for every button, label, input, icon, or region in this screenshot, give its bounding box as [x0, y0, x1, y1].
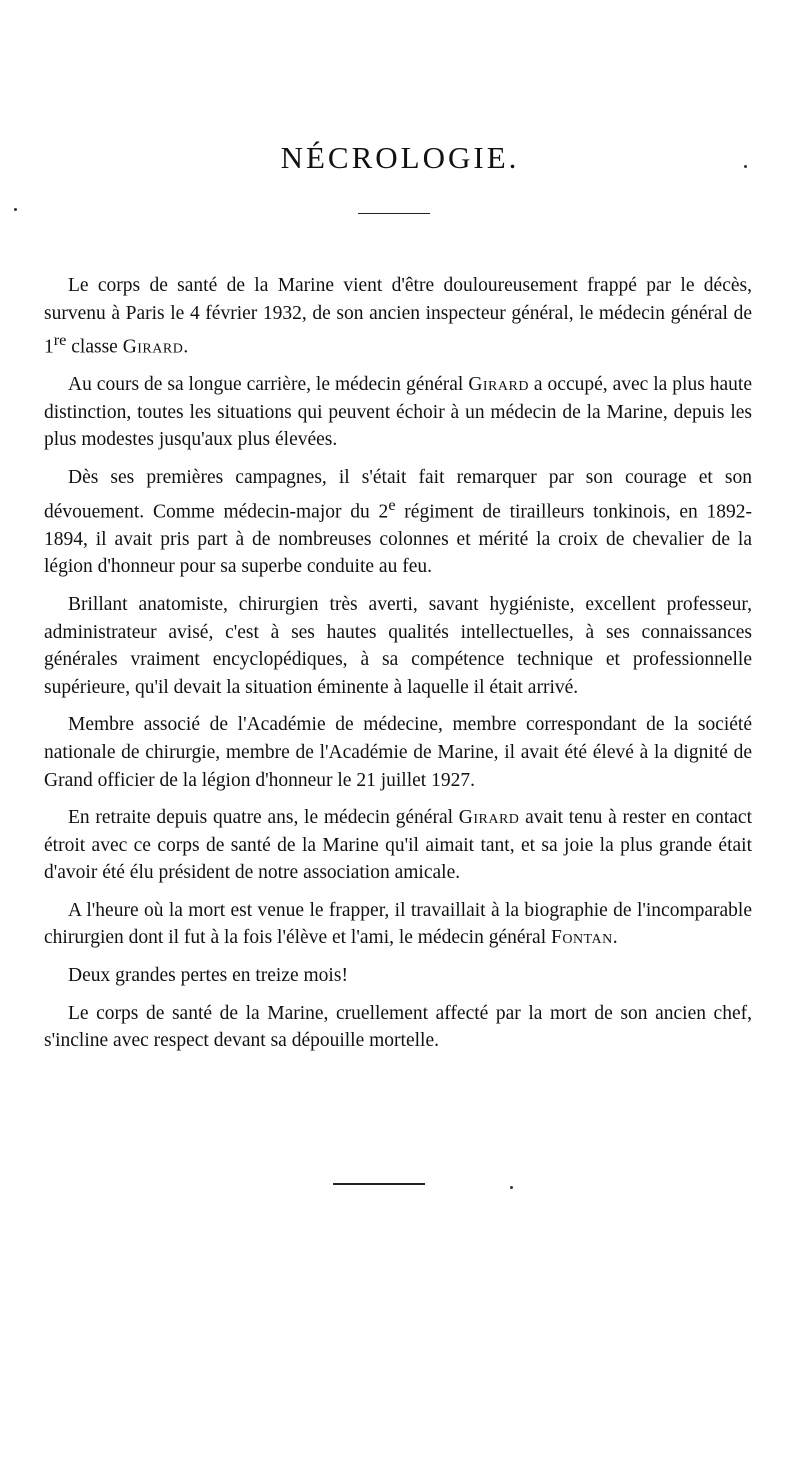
- paragraph-8: Deux grandes pertes en treize mois!: [68, 965, 348, 987]
- scan-speck: [744, 165, 747, 168]
- scan-speck: [510, 1186, 513, 1189]
- paragraph-1: Le corps de santé de la Marine vient d'être douloureusement frappé par le décès, survenu à Paris le 4 février 1932, de son ancien inspecteur général, le médecin général de 1re classe Girard.: [44, 275, 752, 358]
- paragraph-2: Au cours de sa longue carrière, le médecin général Girard a occupé, avec la plus haute distinction, toutes les situations qui peuvent échoir à un médecin de la Marine, depuis les plus modestes jusqu'aux plus élevées.: [44, 374, 752, 451]
- person-name: Girard: [458, 807, 520, 829]
- article-body: [44, 272, 752, 1065]
- title-divider: [358, 213, 430, 214]
- paragraph-3: Dès ses premières campagnes, il s'était fait remarquer par son courage et son dévouement. Comme médecin-major du 2e régiment de tirailleurs tonkinois, en 1892-1894, il avait pris part à de nombreuses colonnes et mérité la croix de chevalier de la légion d'honneur pour sa superbe conduite au feu.: [44, 467, 752, 578]
- person-name: Fontan: [550, 927, 613, 949]
- paragraph-5: Membre associé de l'Académie de médecine, membre correspondant de la société nationale de chirurgie, membre de l'Académie de Marine, il avait été élevé à la dignité de Grand officier de la légion d'honneur le 21 juillet 1927.: [44, 714, 752, 791]
- paragraph-6: En retraite depuis quatre ans, le médecin général Girard avait tenu à rester en contact étroit avec ce corps de santé de la Marine qu'il aimait tant, et sa joie la plus grande était d'avoir été élu président de notre association amicale.: [44, 807, 752, 884]
- person-name: Girard: [122, 336, 184, 358]
- scan-speck: [14, 208, 17, 211]
- page-title: NÉCROLOGIE.: [280, 140, 520, 175]
- closing-divider: [333, 1183, 425, 1185]
- person-name: Girard: [468, 374, 529, 396]
- paragraph-7: A l'heure où la mort est venue le frapper, il travaillait à la biographie de l'incomparable chirurgien dont il fut à la fois l'élève et l'ami, le médecin général Fontan.: [44, 899, 752, 949]
- paragraph-9: Le corps de santé de la Marine, cruellement affecté par la mort de son ancien chef, s'incline avec respect devant sa dépouille mortelle.: [44, 1002, 752, 1052]
- paragraph-4: Brillant anatomiste, chirurgien très averti, savant hygiéniste, excellent professeur, administrateur avisé, c'est à ses hautes qualités intellectuelles, à ses connaissances générales vraiment encyclopédiques, à sa compétence technique et professionnelle supérieure, qu'il devait la situation éminente à laquelle il était arrivé.: [44, 593, 752, 698]
